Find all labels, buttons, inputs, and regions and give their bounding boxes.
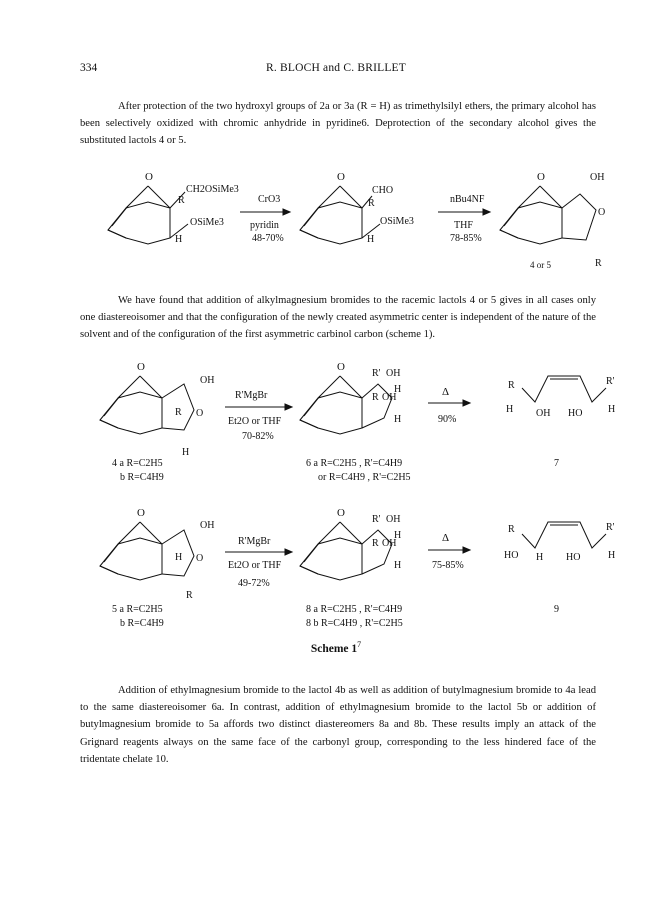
r2-prod-r: R xyxy=(508,524,515,535)
r1-sm-h: H xyxy=(182,447,190,458)
r2-mid-oh: OH xyxy=(386,514,401,525)
reagent2-yield: 78-85% xyxy=(450,233,482,244)
bridge-o-4: O xyxy=(137,361,145,373)
r1-mid-r: R xyxy=(372,392,379,403)
int-r: R xyxy=(368,198,375,209)
r1-prod-h2: H xyxy=(608,404,616,415)
r2-sm-r: R xyxy=(186,590,193,601)
scheme-caption-ref: 7 xyxy=(357,640,362,649)
int-h: H xyxy=(367,234,375,245)
r1-prod-r-prime: R' xyxy=(606,376,615,387)
r1-heat: Δ xyxy=(442,386,450,398)
label-6a-alt: or R=C4H9 , R'=C2H5 xyxy=(318,472,411,483)
r2-prod-h1: H xyxy=(536,552,544,563)
label-4b: b R=C4H9 xyxy=(120,472,164,483)
int-cho: CHO xyxy=(372,185,394,196)
prod-r: R xyxy=(595,258,602,269)
bridge-o: O xyxy=(145,171,153,183)
reagent1-yield: 48-70% xyxy=(252,233,284,244)
prod-o: O xyxy=(598,207,606,218)
r2-sm-oh: OH xyxy=(200,520,215,531)
label-5a: 5 a R=C2H5 xyxy=(112,604,163,615)
bridge-o-3: O xyxy=(537,171,545,183)
r1-prod-ho: HO xyxy=(568,408,583,419)
reagent1-b: pyridin xyxy=(250,220,279,231)
reagent1-a: CrO3 xyxy=(258,194,281,205)
r2-sm-o: O xyxy=(196,553,204,564)
r1-sm-oh: OH xyxy=(200,375,215,386)
r1-mid-r-prime: R' xyxy=(372,368,381,379)
label-5b: b R=C4H9 xyxy=(120,618,164,629)
sm-h: H xyxy=(175,234,183,245)
r2-sm-h: H xyxy=(175,552,183,563)
r1-reagent-yield: 70-82% xyxy=(242,431,274,442)
r2-mid-r: R xyxy=(372,538,379,549)
paragraph-3-text: Addition of ethylmagnesium bromide to the lactol 4b as well as addition of butylmagnesium bromide to 4a lead to the same diastereoisomer 6a. In contrast, addition of ethylmagnesium bromide to the lactol 5b or addition of butylmagnesium bromide to 5a affords two distinct diastereomers 8a and 8b. These results imply an attack of the Grignard reagents always on the same face of the carbonyl group, corresponding to the less hindered face of the tridentate chelate 10. xyxy=(80,685,596,765)
bridge-o-2: O xyxy=(337,171,345,183)
reagent2-a: nBu4NF xyxy=(450,194,485,205)
sm-ch2osime3: CH2OSiMe3 xyxy=(186,184,239,195)
prod-label: 4 or 5 xyxy=(530,260,551,270)
bridge-o-7: O xyxy=(337,507,345,519)
r1-mid-h2: H xyxy=(394,414,402,425)
scheme-row-2 xyxy=(100,507,615,629)
label-6a: 6 a R=C2H5 , R'=C4H9 xyxy=(306,458,403,469)
label-8b: 8 b R=C4H9 , R'=C2H5 xyxy=(306,618,403,629)
r1-mid-oh2: OH xyxy=(382,392,397,403)
int-osime3: OSiMe3 xyxy=(380,216,414,227)
r1-prod-oh: OH xyxy=(536,408,551,419)
r1-reagent-b: Et2O or THF xyxy=(228,416,282,427)
r2-mid-oh2: OH xyxy=(382,538,397,549)
bridge-o-5: O xyxy=(337,361,345,373)
scheme-caption xyxy=(0,640,672,655)
r2-prod-h2: H xyxy=(608,550,616,561)
r1-heat-yield: 90% xyxy=(438,414,457,425)
r2-heat-yield: 75-85% xyxy=(432,560,464,571)
scheme-row-1 xyxy=(100,361,615,483)
label-4a: 4 a R=C2H5 xyxy=(112,458,163,469)
label-7: 7 xyxy=(554,458,559,469)
r2-prod-r-prime: R' xyxy=(606,522,615,533)
r1-prod-h1: H xyxy=(506,404,514,415)
paragraph-1-text: After protection of the two hydroxyl groups of 2a or 3a (R = H) as trimethylsilyl ethers, the primary alcohol has been selectively oxidized with chromic anhydride in pyridine6. Deprotection of the secondary alcohol gives the substituted lactols 4 or 5. xyxy=(80,101,596,147)
scheme-caption-text: Scheme 1 xyxy=(310,642,358,655)
r1-sm-r: R xyxy=(175,407,182,418)
running-title: R. BLOCH and C. BRILLET xyxy=(265,62,407,74)
r1-sm-o: O xyxy=(196,408,204,419)
r2-reagent-a: R'MgBr xyxy=(238,536,271,547)
paragraph-2-text: We have found that addition of alkylmagnesium bromides to the racemic lactols 4 or 5 gives in all cases only one diastereoisomer and that the configuration of the newly created asymmetric center is independent of the nature of the solvent and of the configuration of the first asymmetric carbinol carbon (scheme 1). xyxy=(80,295,596,341)
r1-mid-h1: H xyxy=(394,384,402,395)
top-scheme xyxy=(108,171,605,270)
prod-oh: OH xyxy=(590,172,605,183)
r1-prod-r: R xyxy=(508,380,515,391)
r2-heat: Δ xyxy=(442,532,450,544)
r2-prod-ho1: HO xyxy=(504,550,519,561)
page-number: 334 xyxy=(80,62,98,74)
r2-mid-h1: H xyxy=(394,530,402,541)
r1-reagent-a: R'MgBr xyxy=(235,390,268,401)
r1-mid-oh: OH xyxy=(386,368,401,379)
reagent2-b: THF xyxy=(454,220,473,231)
label-9: 9 xyxy=(554,604,559,615)
r2-mid-h2: H xyxy=(394,560,402,571)
r2-reagent-b: Et2O or THF xyxy=(228,560,282,571)
bridge-o-6: O xyxy=(137,507,145,519)
r2-mid-r-prime: R' xyxy=(372,514,381,525)
sm-osime3: OSiMe3 xyxy=(190,217,224,228)
r2-reagent-yield: 49-72% xyxy=(238,578,270,589)
sm-r: R xyxy=(178,195,185,206)
label-8a: 8 a R=C2H5 , R'=C4H9 xyxy=(306,604,403,615)
r2-prod-ho2: HO xyxy=(566,552,581,563)
